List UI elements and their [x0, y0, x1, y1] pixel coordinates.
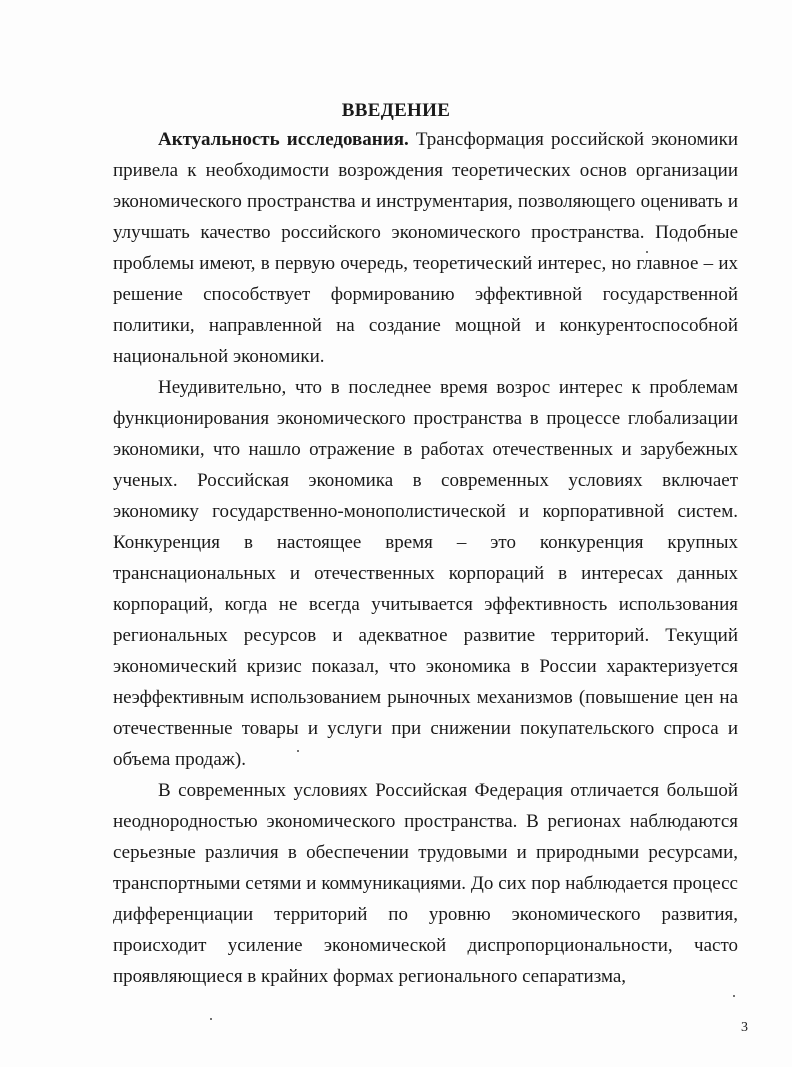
paragraph-text: Трансформация российской экономики привела к необходимости возрождения теоретических основ организации экономического пространства и инструментария, позволяющего оценивать и улучшать качество российского экономического пространства. Подобные проблемы имеют, в первую очередь, теоретический интерес, но главное – их решение способствует формированию эффективной государственной политики, направленной на создание мощной и конкурентоспособной национальной экономики. [113, 129, 738, 367]
scan-speck [297, 750, 299, 752]
paragraph-text: Неудивительно, что в последнее время возрос интерес к проблемам функционирования экономического пространства в процессе глобализации экономики, что нашло отражение в работах отечественных и зарубежных ученых. Российская экономика в современных условиях включает экономику государственно-монополистической и корпоративной систем. Конкуренция в настоящее время – это конкуренция крупных транснациональных и отечественных корпораций в интересах данных корпораций, когда не всегда учитывается эффективность использования региональных ресурсов и адекватное развитие территорий. Текущий экономический кризис показал, что экономика в России характеризуется неэффективным использованием рыночных механизмов (повышение цен на отечественные товары и услуги при снижении покупательского спроса и объема продаж). [113, 377, 738, 770]
body-text [113, 124, 738, 992]
scan-speck [733, 995, 735, 997]
section-heading: ВВЕДЕНИЕ [341, 100, 451, 121]
paragraph-conditions [113, 775, 738, 992]
paragraph-text: В современных условиях Российская Федерация отличается большой неоднородностью экономического пространства. В регионах наблюдаются серьезные различия в обеспечении трудовыми и природными ресурсами, транспортными сетями и коммуникациями. До сих пор наблюдается процесс дифференциации территорий по уровню экономического развития, происходит усиление экономической диспропорциональности, часто проявляющиеся в крайних формах регионального сепаратизма, [113, 780, 738, 987]
page-number: 3 [741, 1020, 748, 1035]
paragraph-relevance [113, 124, 738, 372]
paragraph-lead: Актуальность исследования. [158, 129, 409, 150]
scan-speck [646, 251, 648, 253]
paragraph-interest [113, 372, 738, 775]
scan-speck [210, 1018, 212, 1020]
